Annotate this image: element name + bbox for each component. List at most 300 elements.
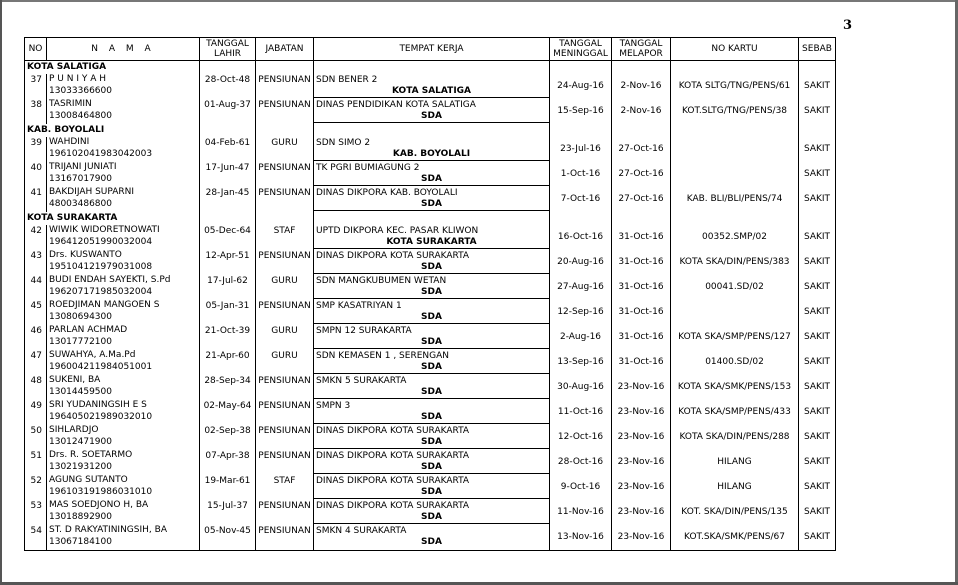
cell-tanggal-meninggal: 16-Oct-16: [550, 225, 612, 250]
person-name: Drs. KUSWANTO: [49, 250, 122, 260]
cell-tempat-kerja: [314, 225, 550, 250]
table-row: [25, 450, 836, 475]
empty-cell: [550, 61, 612, 75]
person-name: TASRIMIN: [49, 99, 92, 109]
person-nip: 13018892900: [49, 512, 112, 522]
workplace-name: DINAS DIKPORA KOTA SURAKARTA: [316, 501, 470, 511]
cell-jabatan: PENSIUNAN: [256, 525, 314, 551]
cell-jabatan: PENSIUNAN: [256, 450, 314, 475]
header-tanggal-meninggal-line1: TANGGAL: [559, 39, 602, 49]
cell-tanggal-meninggal: 1-Oct-16: [550, 162, 612, 187]
cell-tanggal-melapor: 23-Nov-16: [612, 475, 671, 500]
workplace-agency: SDA: [421, 537, 442, 547]
table-row: [25, 425, 836, 450]
cell-tanggal-meninggal: 20-Aug-16: [550, 250, 612, 275]
cell-jabatan: GURU: [256, 275, 314, 300]
cell-no: 39: [25, 137, 47, 162]
person-nip: 13014459500: [49, 387, 112, 397]
person-nip: 13033366600: [49, 86, 112, 96]
cell-tempat-kerja: [314, 162, 550, 187]
table-header: [25, 38, 836, 61]
header-tanggal-meninggal: [550, 38, 612, 61]
cell-tanggal-lahir: 21-Apr-60: [200, 350, 256, 375]
cell-sebab: SAKIT: [799, 500, 836, 525]
person-name: MAS SOEDJONO H, BA: [49, 500, 149, 510]
cell-tanggal-meninggal: 2-Aug-16: [550, 325, 612, 350]
workplace-agency: SDA: [314, 462, 549, 474]
cell-no: 44: [25, 275, 47, 300]
empty-cell: [671, 61, 799, 75]
cell-tanggal-lahir: 12-Apr-51: [200, 250, 256, 275]
person-nip: 13067184100: [49, 537, 112, 547]
cell-tanggal-meninggal: 11-Oct-16: [550, 400, 612, 425]
cell-jabatan: PENSIUNAN: [256, 187, 314, 212]
cell-tanggal-meninggal: 12-Sep-16: [550, 300, 612, 325]
cell-nama: [47, 250, 200, 275]
person-name: WIWIK WIDORETNOWATI: [49, 225, 160, 235]
cell-no: 49: [25, 400, 47, 425]
person-nip: 196103191986031010: [49, 487, 153, 497]
empty-cell: [256, 212, 314, 225]
empty-cell: [256, 124, 314, 137]
empty-cell: [612, 124, 671, 137]
workplace-agency: SDA: [314, 412, 549, 424]
workplace-agency: SDA: [314, 487, 549, 499]
cell-no-kartu: KAB. BLI/BLI/PENS/74: [671, 187, 799, 212]
cell-no: 38: [25, 99, 47, 124]
page-border-left: [0, 0, 2, 585]
workplace-agency: KOTA SURAKARTA: [314, 237, 549, 249]
workplace-name: SMPN 12 SURAKARTA: [316, 326, 412, 336]
workplace-agency: SDA: [314, 287, 549, 299]
workplace-name: DINAS DIKPORA KOTA SURAKARTA: [316, 451, 470, 461]
cell-no: 37: [25, 74, 47, 99]
person-nip: 13167017900: [49, 174, 112, 184]
cell-tanggal-meninggal: 15-Sep-16: [550, 99, 612, 124]
workplace-name: SMP KASATRIYAN 1: [316, 301, 402, 311]
person-name: WAHDINI: [49, 137, 90, 147]
cell-nama: [47, 350, 200, 375]
cell-no: 40: [25, 162, 47, 187]
page-number: 3: [843, 18, 853, 33]
cell-tanggal-melapor: 23-Nov-16: [612, 525, 671, 551]
cell-tanggal-melapor: 27-Oct-16: [612, 137, 671, 162]
cell-no-kartu: KOTA SKA/SMK/PENS/153: [671, 375, 799, 400]
cell-tanggal-meninggal: 13-Sep-16: [550, 350, 612, 375]
cell-no-kartu: KOTA SLTG/TNG/PENS/61: [671, 74, 799, 99]
person-nip: 13080694300: [49, 312, 112, 322]
cell-tanggal-melapor: 31-Oct-16: [612, 250, 671, 275]
cell-sebab: SAKIT: [799, 400, 836, 425]
cell-jabatan: PENSIUNAN: [256, 300, 314, 325]
workplace-name: DINAS DIKPORA KAB. BOYOLALI: [316, 188, 458, 198]
cell-tanggal-lahir: 07-Apr-38: [200, 450, 256, 475]
table-row: [25, 325, 836, 350]
header-no: NO: [25, 38, 47, 61]
empty-cell: [612, 61, 671, 75]
cell-no: 52: [25, 475, 47, 500]
table-row: [25, 375, 836, 400]
table-row: [25, 187, 836, 212]
cell-tanggal-lahir: 05-Jan-31: [200, 300, 256, 325]
workplace-agency: SDA: [314, 312, 549, 324]
cell-tempat-kerja: [314, 300, 550, 325]
cell-jabatan: PENSIUNAN: [256, 162, 314, 187]
person-name: BAKDIJAH SUPARNI: [49, 187, 135, 197]
cell-tanggal-melapor: 31-Oct-16: [612, 300, 671, 325]
cell-sebab: SAKIT: [799, 350, 836, 375]
header-jabatan: JABATAN: [256, 38, 314, 61]
cell-sebab: SAKIT: [799, 525, 836, 551]
empty-cell: [799, 61, 836, 75]
person-nip: 13017772100: [49, 337, 112, 347]
cell-sebab: SAKIT: [799, 375, 836, 400]
cell-tempat-kerja: [314, 250, 550, 275]
cell-jabatan: PENSIUNAN: [256, 99, 314, 124]
cell-tanggal-melapor: 31-Oct-16: [612, 325, 671, 350]
workplace-name: SMKN 4 SURAKARTA: [316, 526, 407, 536]
cell-jabatan: GURU: [256, 350, 314, 375]
table-row: [25, 137, 836, 162]
empty-cell: [200, 61, 256, 75]
workplace-name: DINAS PENDIDIKAN KOTA SALATIGA: [316, 100, 476, 110]
cell-sebab: SAKIT: [799, 187, 836, 212]
cell-tanggal-lahir: 19-Mar-61: [200, 475, 256, 500]
empty-cell: [200, 212, 256, 225]
cell-tanggal-lahir: 05-Nov-45: [200, 525, 256, 551]
cell-tempat-kerja: [314, 475, 550, 500]
cell-sebab: SAKIT: [799, 137, 836, 162]
cell-tanggal-lahir: 21-Oct-39: [200, 325, 256, 350]
person-name: SRI YUDANINGSIH E S: [49, 400, 147, 410]
cell-no-kartu: 00041.SD/02: [671, 275, 799, 300]
header-no-kartu: NO KARTU: [671, 38, 799, 61]
cell-tempat-kerja: [314, 400, 550, 425]
table-row: [25, 475, 836, 500]
cell-tanggal-meninggal: 12-Oct-16: [550, 425, 612, 450]
table-row: [25, 300, 836, 325]
cell-nama: [47, 400, 200, 425]
cell-tanggal-melapor: 31-Oct-16: [612, 225, 671, 250]
person-nip: 13008464800: [49, 111, 112, 121]
cell-no: 42: [25, 225, 47, 250]
header-tanggal-lahir-line2: LAHIR: [213, 49, 242, 59]
cell-tanggal-lahir: 28-Oct-48: [200, 74, 256, 99]
cell-no-kartu: HILANG: [671, 450, 799, 475]
cell-nama: [47, 99, 200, 124]
table-row: [25, 225, 836, 250]
cell-tempat-kerja: [314, 450, 550, 475]
cell-tanggal-meninggal: 11-Nov-16: [550, 500, 612, 525]
cell-tanggal-lahir: 02-Sep-38: [200, 425, 256, 450]
cell-nama: [47, 137, 200, 162]
person-nip: 196412051990032004: [49, 237, 153, 247]
cell-tanggal-meninggal: 28-Oct-16: [550, 450, 612, 475]
cell-tanggal-lahir: 02-May-64: [200, 400, 256, 425]
region-label: KOTA SALATIGA: [25, 61, 200, 75]
person-nip: 13021931200: [49, 462, 112, 472]
person-name: P U N I Y A H: [49, 74, 106, 84]
cell-no-kartu: KOTA SKA/SMP/PENS/433: [671, 400, 799, 425]
cell-tanggal-meninggal: 7-Oct-16: [550, 187, 612, 212]
cell-nama: [47, 187, 200, 212]
workplace-name: TK PGRI BUMIAGUNG 2: [316, 163, 420, 173]
cell-jabatan: STAF: [256, 225, 314, 250]
cell-sebab: SAKIT: [799, 162, 836, 187]
cell-no-kartu: [671, 137, 799, 162]
cell-sebab: SAKIT: [799, 300, 836, 325]
cell-tempat-kerja: [314, 74, 550, 99]
workplace-agency: SDA: [314, 174, 549, 186]
cell-no: 53: [25, 500, 47, 525]
cell-nama: [47, 375, 200, 400]
region-label: KOTA SURAKARTA: [25, 212, 200, 225]
cell-no: 46: [25, 325, 47, 350]
cell-jabatan: PENSIUNAN: [256, 500, 314, 525]
cell-nama: [47, 450, 200, 475]
person-name: ROEDJIMAN MANGOEN S: [49, 300, 160, 310]
cell-no-kartu: KOTA SKA/DIN/PENS/383: [671, 250, 799, 275]
workplace-name: SDN SIMO 2: [316, 138, 371, 148]
region-label: KAB. BOYOLALI: [25, 124, 200, 137]
region-group-row: [25, 61, 836, 75]
cell-jabatan: STAF: [256, 475, 314, 500]
cell-no: 47: [25, 350, 47, 375]
cell-no: 41: [25, 187, 47, 212]
cell-tanggal-lahir: 28-Sep-34: [200, 375, 256, 400]
cell-tanggal-meninggal: 27-Aug-16: [550, 275, 612, 300]
workplace-name: DINAS DIKPORA KOTA SURAKARTA: [316, 476, 470, 486]
cell-sebab: SAKIT: [799, 250, 836, 275]
cell-tanggal-meninggal: 24-Aug-16: [550, 74, 612, 99]
cell-tempat-kerja: [314, 350, 550, 375]
cell-sebab: SAKIT: [799, 475, 836, 500]
person-name: Drs. R. SOETARMO: [49, 450, 133, 460]
cell-jabatan: GURU: [256, 325, 314, 350]
cell-tanggal-melapor: 2-Nov-16: [612, 74, 671, 99]
header-nama: N A M A: [47, 38, 200, 61]
cell-sebab: SAKIT: [799, 450, 836, 475]
cell-jabatan: GURU: [256, 137, 314, 162]
cell-tanggal-melapor: 31-Oct-16: [612, 350, 671, 375]
cell-tanggal-lahir: 01-Aug-37: [200, 99, 256, 124]
cell-tanggal-meninggal: 9-Oct-16: [550, 475, 612, 500]
cell-tanggal-melapor: 23-Nov-16: [612, 450, 671, 475]
cell-nama: [47, 74, 200, 99]
workplace-name: UPTD DIKPORA KEC. PASAR KLIWON: [316, 226, 479, 236]
cell-tanggal-meninggal: 23-Jul-16: [550, 137, 612, 162]
cell-no-kartu: HILANG: [671, 475, 799, 500]
cell-no: 45: [25, 300, 47, 325]
empty-cell: [256, 61, 314, 75]
cell-no: 54: [25, 525, 47, 551]
workplace-agency: SDA: [314, 111, 549, 123]
empty-cell: [671, 124, 799, 137]
cell-nama: [47, 475, 200, 500]
person-name: BUDI ENDAH SAYEKTI, S.Pd: [49, 275, 171, 285]
person-nip: 196405021989032010: [49, 412, 153, 422]
workplace-name: SDN BENER 2: [316, 75, 378, 85]
cell-sebab: SAKIT: [799, 325, 836, 350]
cell-tanggal-lahir: 17-Jul-62: [200, 275, 256, 300]
header-sebab: SEBAB: [799, 38, 836, 61]
header-tanggal-lahir-line1: TANGGAL: [206, 39, 249, 49]
empty-cell: [314, 124, 550, 137]
cell-no-kartu: KOTA SKA/DIN/PENS/288: [671, 425, 799, 450]
cell-tempat-kerja: [314, 375, 550, 400]
table-row: [25, 275, 836, 300]
cell-sebab: SAKIT: [799, 275, 836, 300]
cell-tanggal-melapor: 27-Oct-16: [612, 162, 671, 187]
table-row: [25, 350, 836, 375]
cell-no: 43: [25, 250, 47, 275]
workplace-name: DINAS DIKPORA KOTA SURAKARTA: [316, 251, 470, 261]
person-name: SUWAHYA, A.Ma.Pd: [49, 350, 136, 360]
cell-jabatan: PENSIUNAN: [256, 425, 314, 450]
cell-jabatan: PENSIUNAN: [256, 400, 314, 425]
empty-cell: [314, 61, 550, 75]
header-tanggal-melapor-line2: MELAPOR: [619, 49, 663, 59]
workplace-agency: KAB. BOYOLALI: [314, 149, 549, 161]
cell-tanggal-lahir: 04-Feb-61: [200, 137, 256, 162]
person-nip: 196102041983042003: [49, 149, 153, 159]
person-nip: 13012471900: [49, 437, 112, 447]
cell-tanggal-lahir: 05-Dec-64: [200, 225, 256, 250]
cell-tanggal-melapor: 23-Nov-16: [612, 425, 671, 450]
cell-nama: [47, 325, 200, 350]
cell-nama: [47, 425, 200, 450]
table-row: [25, 400, 836, 425]
cell-no: 51: [25, 450, 47, 475]
cell-tempat-kerja: [314, 525, 550, 551]
cell-tempat-kerja: [314, 275, 550, 300]
cell-no-kartu: KOT.SKA/SMK/PENS/67: [671, 525, 799, 551]
page-border-top: [0, 0, 958, 2]
header-tanggal-meninggal-line2: MENINGGAL: [553, 49, 608, 59]
workplace-agency: SDA: [314, 337, 549, 349]
empty-cell: [200, 124, 256, 137]
cell-sebab: SAKIT: [799, 425, 836, 450]
workplace-name: SDN MANGKUBUMEN WETAN: [316, 276, 447, 286]
cell-tanggal-melapor: 27-Oct-16: [612, 187, 671, 212]
cell-tanggal-lahir: 28-Jan-45: [200, 187, 256, 212]
workplace-agency: SDA: [314, 437, 549, 449]
cell-no: 48: [25, 375, 47, 400]
person-nip: 48003486800: [49, 199, 112, 209]
table-body: [25, 61, 836, 551]
cell-tanggal-lahir: 15-Jul-37: [200, 500, 256, 525]
workplace-agency: SDA: [314, 262, 549, 274]
person-nip: 196207171985032004: [49, 287, 153, 297]
empty-cell: [612, 212, 671, 225]
empty-cell: [671, 212, 799, 225]
region-group-row: [25, 212, 836, 225]
cell-nama: [47, 275, 200, 300]
header-tanggal-melapor: [612, 38, 671, 61]
cell-jabatan: PENSIUNAN: [256, 74, 314, 99]
cell-tempat-kerja: [314, 325, 550, 350]
cell-tempat-kerja: [314, 500, 550, 525]
workplace-agency: SDA: [314, 199, 549, 211]
cell-tempat-kerja: [314, 137, 550, 162]
person-name: SUKENI, BA: [49, 375, 101, 385]
workplace-name: SMPN 3: [316, 401, 351, 411]
cell-no-kartu: KOT.SLTG/TNG/PENS/38: [671, 99, 799, 124]
cell-tanggal-lahir: 17-Jun-47: [200, 162, 256, 187]
cell-tempat-kerja: [314, 99, 550, 124]
cell-no-kartu: KOTA SKA/SMP/PENS/127: [671, 325, 799, 350]
cell-tanggal-melapor: 2-Nov-16: [612, 99, 671, 124]
workplace-agency: SDA: [314, 512, 549, 524]
cell-nama: [47, 525, 200, 551]
cell-sebab: SAKIT: [799, 74, 836, 99]
cell-tanggal-melapor: 31-Oct-16: [612, 275, 671, 300]
cell-tanggal-melapor: 23-Nov-16: [612, 375, 671, 400]
workplace-agency: SDA: [314, 362, 549, 374]
header-tanggal-lahir: [200, 38, 256, 61]
table-row: [25, 525, 836, 551]
person-name: PARLAN ACHMAD: [49, 325, 128, 335]
cell-tempat-kerja: [314, 425, 550, 450]
header-tanggal-melapor-line1: TANGGAL: [619, 39, 663, 49]
table-row: [25, 74, 836, 99]
deceased-report-table: [24, 37, 836, 551]
cell-no-kartu: [671, 162, 799, 187]
header-tempat-kerja: TEMPAT KERJA: [314, 38, 550, 61]
workplace-agency: SDA: [314, 387, 549, 399]
table-row: [25, 162, 836, 187]
workplace-name: DINAS DIKPORA KOTA SURAKARTA: [316, 426, 470, 436]
empty-cell: [799, 124, 836, 137]
person-name: TRIJANI JUNIATI: [49, 162, 117, 172]
workplace-agency: KOTA SALATIGA: [314, 86, 549, 98]
cell-tanggal-meninggal: 30-Aug-16: [550, 375, 612, 400]
empty-cell: [550, 212, 612, 225]
cell-jabatan: PENSIUNAN: [256, 250, 314, 275]
person-name: AGUNG SUTANTO: [49, 475, 128, 485]
person-nip: 195104121979031008: [49, 262, 153, 272]
region-group-row: [25, 124, 836, 137]
cell-tanggal-melapor: 23-Nov-16: [612, 500, 671, 525]
empty-cell: [314, 212, 550, 225]
workplace-name: SDN KEMASEN 1 , SERENGAN: [316, 351, 449, 361]
table-row: [25, 250, 836, 275]
cell-tanggal-meninggal: 13-Nov-16: [550, 525, 612, 551]
cell-jabatan: PENSIUNAN: [256, 375, 314, 400]
empty-cell: [550, 124, 612, 137]
cell-no-kartu: 00352.SMP/02: [671, 225, 799, 250]
cell-tanggal-melapor: 23-Nov-16: [612, 400, 671, 425]
table-row: [25, 99, 836, 124]
empty-cell: [799, 212, 836, 225]
cell-nama: [47, 225, 200, 250]
cell-sebab: SAKIT: [799, 225, 836, 250]
cell-tempat-kerja: [314, 187, 550, 212]
person-nip: 196004211984051001: [49, 362, 153, 372]
table-row: [25, 500, 836, 525]
cell-no-kartu: 01400.SD/02: [671, 350, 799, 375]
cell-no-kartu: KOT. SKA/DIN/PENS/135: [671, 500, 799, 525]
person-name: SIHLARDJO: [49, 425, 99, 435]
cell-sebab: SAKIT: [799, 99, 836, 124]
cell-nama: [47, 300, 200, 325]
cell-no: 50: [25, 425, 47, 450]
person-name: ST. D RAKYATININGSIH, BA: [49, 525, 167, 535]
cell-nama: [47, 162, 200, 187]
cell-no-kartu: [671, 300, 799, 325]
workplace-name: SMKN 5 SURAKARTA: [316, 376, 407, 386]
cell-nama: [47, 500, 200, 525]
